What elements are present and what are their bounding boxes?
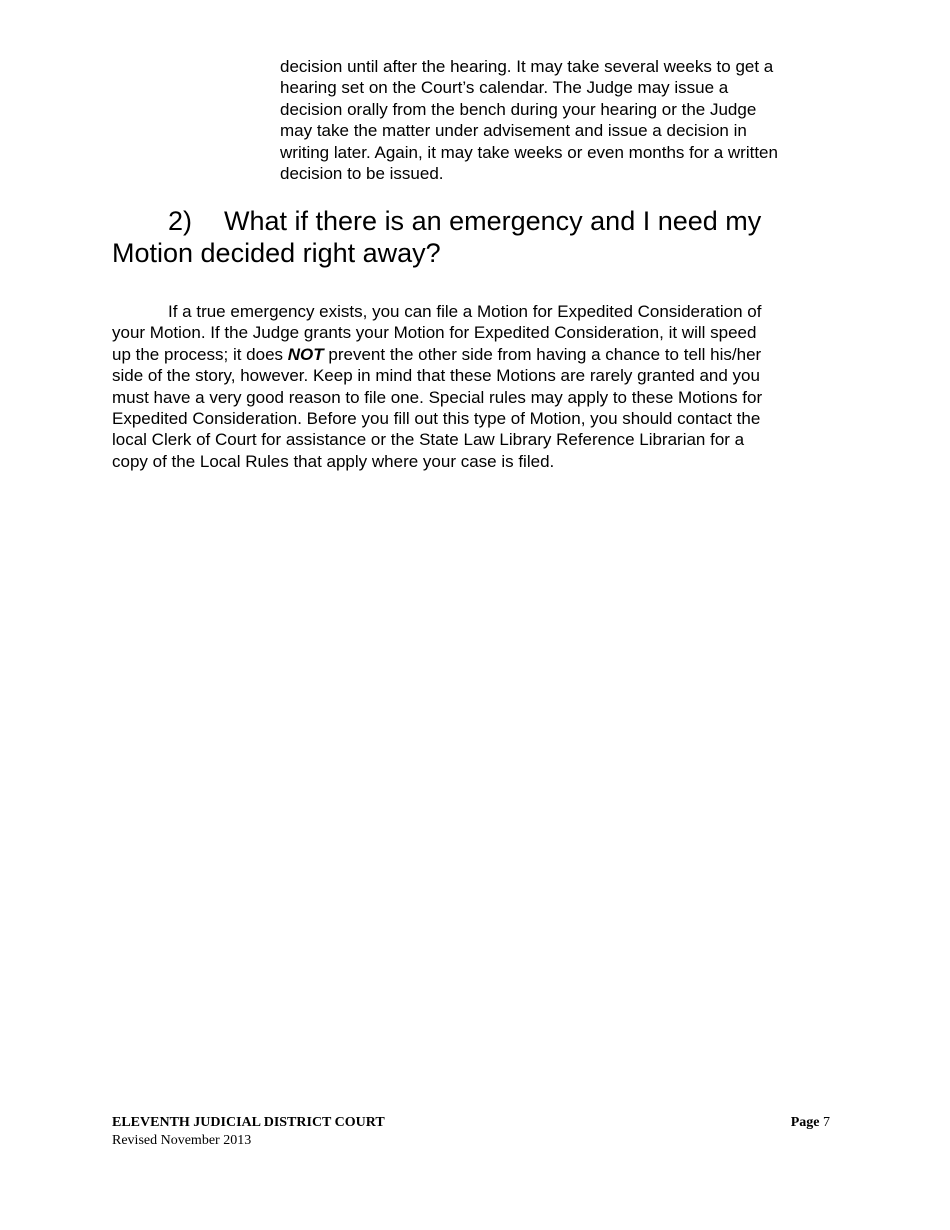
paragraph-line: writing later. Again, it may take weeks or even months for a written <box>280 142 778 162</box>
paragraph-line: decision to be issued. <box>280 164 444 184</box>
section-number: 2) <box>168 206 193 236</box>
section-heading-line2: Motion decided right away? <box>112 238 441 268</box>
body-paragraph <box>112 301 842 472</box>
section-heading-line1: What if there is an emergency and I need my <box>224 206 762 236</box>
body-line <box>112 344 842 365</box>
footer-page-number <box>791 1114 830 1132</box>
body-text: up the process; it does <box>112 344 288 364</box>
paragraph-line: decision until after the hearing. It may take several weeks to get a <box>280 57 774 76</box>
continued-paragraph <box>280 56 850 184</box>
section-heading <box>112 205 852 269</box>
footer-left <box>112 1114 385 1150</box>
paragraph-line: may take the matter under advisement and issue a decision in <box>280 121 747 141</box>
page-label: Page <box>790 1115 820 1130</box>
page-number: 7 <box>823 1115 830 1130</box>
body-line: must have a very good reason to file one. Special rules may apply to these Motions for <box>112 387 763 407</box>
body-line: local Clerk of Court for assistance or the State Law Library Reference Librarian for a <box>112 430 745 450</box>
footer-court-name: ELEVENTH JUDICIAL DISTRICT COURT <box>112 1115 385 1130</box>
body-line: Expedited Consideration. Before you fill out this type of Motion, you should contact the <box>112 409 761 429</box>
footer-revised-date: Revised November 2013 <box>112 1133 252 1148</box>
paragraph-line: decision orally from the bench during your hearing or the Judge <box>280 99 757 119</box>
emphasis-not: NOT <box>287 344 324 364</box>
paragraph-line: hearing set on the Court’s calendar. The Judge may issue a <box>280 78 729 98</box>
body-line: side of the story, however. Keep in mind that these Motions are rarely granted and you <box>112 366 760 386</box>
body-line: copy of the Local Rules that apply where your case is filed. <box>112 451 555 471</box>
body-line: your Motion. If the Judge grants your Motion for Expedited Consideration, it will speed <box>112 323 757 343</box>
body-line: If a true emergency exists, you can file a Motion for Expedited Consideration of <box>168 302 762 321</box>
body-text: prevent the other side from having a chance to tell his/her <box>323 344 762 364</box>
